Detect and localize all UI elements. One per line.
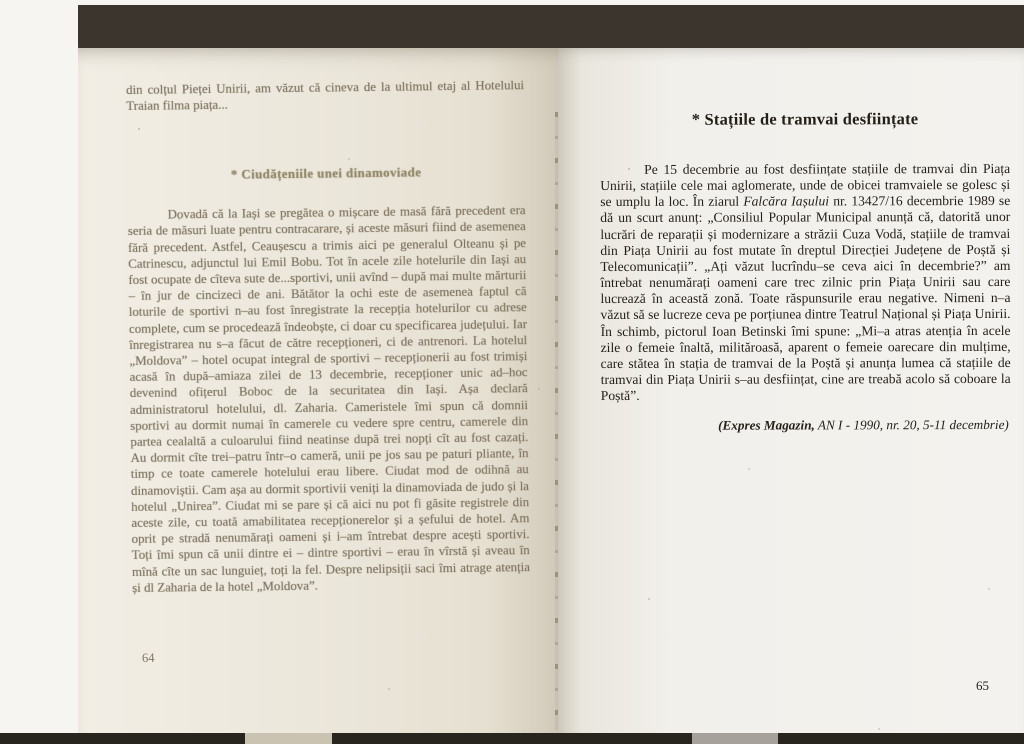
attribution-line: (Expres Magazin, AN I - 1990, nr. 20, 5-11 decembrie) (718, 417, 1009, 434)
right-page-text-block (600, 109, 1011, 434)
left-page-text-block (126, 77, 530, 596)
right-section-title: * Stațiile de tramvai desființate (691, 109, 919, 129)
right-body-paragraph: Pe 15 decembrie au fost desființate stațiile de tramvai din Piața Unirii, stațiile cele mai aglomerate, unde de obicei tramvaiele se golesc și se umplu la loc. În ziarul Falcăra Iașului nr. 13427/16 decembrie 1989 se dă un scurt anunț: „Consiliul Popular Municipal anunță că, datorită unor lucrări de reparații și modernizare a străzii Cuza Vodă, stațiile de tramvai din Piața Unirii au fost mutate în dreptul Direcției Județene de Poștă și Telecomunicații”. „Ați văzut lucrîndu–se ceva aici în decembrie?” am întrebat nenumărați oameni care trec zilnic prin Piața Unirii sau care lucrează în această zonă. Toate răspunsurile erau negative. Nimeni n–a văzut să se lucreze ceva pe porțiunea dintre Teatrul Național și Piața Unirii. În schimb, pictorul Ioan Betinski îmi spune: „Mi–a atras atenția în acele zile o femeie înaltă, milităroasă, aparent o femeie oarecare din mulțime, care stătea în stația de tramvai de la Poștă și anunța lumea că stațiile de tramvai din Piața Unirii s–au desființat, cine are treabă acolo să coboare la Poștă”. (600, 160, 1011, 404)
left-continuation-text: din colțul Pieței Unirii, am văzut că cineva de la ultimul etaj al Hotelului Traian filma piața... (126, 78, 525, 114)
spine-crease (555, 112, 558, 730)
redaction-gap-beige (245, 733, 332, 744)
left-body-paragraph: Dovadă că la Iași se pregătea o mișcare de masă fără precedent era seria de măsuri luate pentru contracarare, și aceste măsuri fiind de asemenea fără precedent. Astfel, Ceaușescu a trimis aici pe generalul Olteanu și pe Catrinescu, adjunctul lui Emil Bobu. Tot în acele zile hotelurile din Iași au fost ocupate de cîteva sute de...sportivi, unii avînd – după mai multe mărturii – în jur de cincizeci de ani. Bătător la ochi este de asemenea faptul că loturile de sportivi n–au fost înregistrate la recepția hotelurilor cu adrese complete, cum se procedează îndeobște, ci doar cu specificarea județului. Iar înregistrarea nu s–a făcut de către recepționeri, ci de antrenori. La hotelul „Moldova” – hotel ocupat integral de sportivi – recepționerii au fost trimiși acasă în după–amiaza zilei de 13 decembrie, recepționer unic ad–hoc devenind ofițerul Boboc de la securitatea din Iași. Așa declară administratorul hotelului, dl. Zaharia. Cameristele îmi spun că domnii sportivi au dormit numai în camerele cu vedere spre centru, camerele din partea cealaltă a culoarului fiind neatinse după trei nopți cît au fost cazați. Au dormit cîte trei–patru într–o cameră, unii pe jos sau pe paturi pliante, în timp ce toate camerele hotelului erau libere. Ciudat mod de odihnă au dinamoviștii. Cam așa au dormit sportivii veniți la dinamoviada de judo și la hotelul „Unirea”. Ciudat mi se pare și că aici nu pot fi găsite registrele din aceste zile, cu toată amabilitatea recepționerelor și a șefului de hotel. Am oprit pe stradă nenumărați oameni și i–am întrebat despre acești sportivi. Toți îmi spun că unii dintre ei – dintre sportivi – erau în vîrstă și aveau în mînă cîte un sac lunguieț, toți la fel. Despre nelipsiții saci îmi atrage atenția și dl Zaharia de la hotel „Moldova”. (127, 203, 531, 595)
left-page-number: 64 (141, 650, 155, 666)
bottom-redaction-bar (0, 733, 1024, 744)
left-section-title: * Ciudățeniile unei dinamoviade (230, 165, 422, 182)
redaction-gap-gray (692, 733, 778, 744)
top-redaction-bar (78, 5, 1024, 48)
right-page-number: 65 (976, 678, 989, 693)
